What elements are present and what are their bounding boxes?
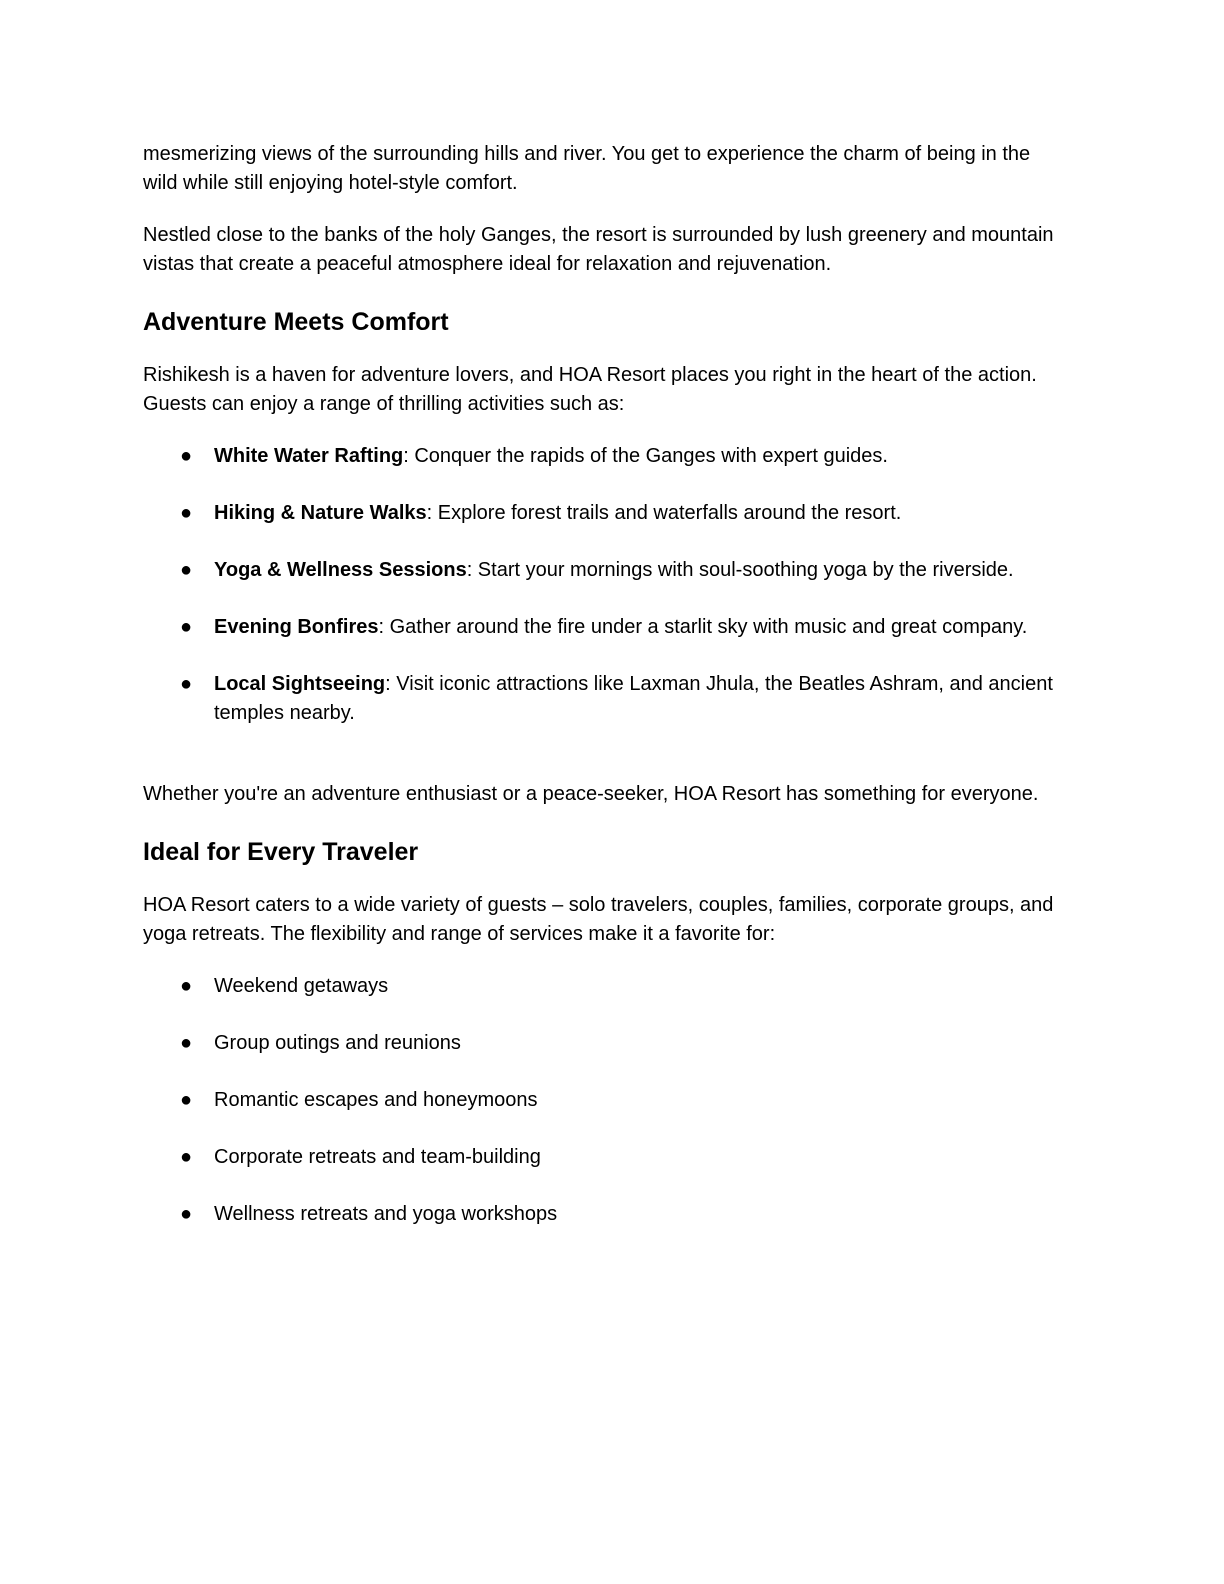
list-item-favorite bbox=[143, 1029, 1068, 1058]
activities-list bbox=[143, 442, 1068, 728]
bullet-icon: ● bbox=[180, 502, 193, 524]
list-item-activity bbox=[143, 442, 1068, 471]
location-paragraph: Nestled close to the banks of the holy Ganges, the resort is surrounded by lush greenery and mountain vistas that create a peaceful atmosphere ideal for relaxation and rejuvenation. bbox=[143, 224, 1054, 275]
activity-description: : Conquer the rapids of the Ganges with expert guides. bbox=[403, 445, 888, 467]
section-heading-adventure: Adventure Meets Comfort bbox=[143, 308, 449, 336]
list-item-favorite bbox=[143, 1200, 1068, 1229]
list-item-favorite bbox=[143, 1143, 1068, 1172]
bullet-icon: ● bbox=[180, 616, 193, 638]
activity-term: Yoga & Wellness Sessions bbox=[214, 559, 467, 581]
bullet-icon: ● bbox=[180, 673, 193, 695]
section-heading-traveler: Ideal for Every Traveler bbox=[143, 838, 419, 866]
activity-description: : Explore forest trails and waterfalls around the resort. bbox=[426, 502, 902, 524]
bullet-icon: ● bbox=[180, 559, 193, 581]
favorite-text: Corporate retreats and team-building bbox=[214, 1146, 541, 1168]
list-item-favorite bbox=[143, 1086, 1068, 1115]
bullet-icon: ● bbox=[180, 1032, 193, 1054]
list-item-favorite bbox=[143, 972, 1068, 1001]
adventure-intro-paragraph: Rishikesh is a haven for adventure lovers, and HOA Resort places you right in the heart of the action. Guests can enjoy a range of thrilling activities such as: bbox=[143, 364, 1037, 415]
activity-description: : Gather around the fire under a starlit sky with music and great company. bbox=[378, 616, 1028, 638]
activity-term: Evening Bonfires bbox=[214, 616, 379, 638]
activity-term: Hiking & Nature Walks bbox=[214, 502, 427, 524]
favorites-list bbox=[143, 972, 1068, 1229]
activity-description: : Visit iconic attractions like Laxman Jhula, the Beatles Ashram, and ancient temples nearby. bbox=[214, 673, 1053, 724]
favorite-text: Group outings and reunions bbox=[214, 1032, 461, 1054]
activity-description: : Start your mornings with soul-soothing yoga by the riverside. bbox=[466, 559, 1014, 581]
list-item-activity bbox=[143, 670, 1068, 728]
bullet-icon: ● bbox=[180, 1089, 193, 1111]
summary-paragraph: Whether you're an adventure enthusiast or a peace-seeker, HOA Resort has something for everyone. bbox=[143, 783, 1039, 805]
document-page bbox=[143, 140, 1068, 1229]
bullet-icon: ● bbox=[180, 445, 193, 467]
intro-paragraph-continued: mesmerizing views of the surrounding hills and river. You get to experience the charm of being in the wild while still enjoying hotel-style comfort. bbox=[143, 143, 1031, 194]
list-item-activity bbox=[143, 613, 1068, 642]
list-item-activity bbox=[143, 556, 1068, 585]
bullet-icon: ● bbox=[180, 1203, 193, 1225]
bullet-icon: ● bbox=[180, 1146, 193, 1168]
list-item-activity bbox=[143, 499, 1068, 528]
activity-term: Local Sightseeing bbox=[214, 673, 386, 695]
favorite-text: Romantic escapes and honeymoons bbox=[214, 1089, 538, 1111]
favorite-text: Wellness retreats and yoga workshops bbox=[214, 1203, 558, 1225]
bullet-icon: ● bbox=[180, 975, 193, 997]
traveler-intro-paragraph: HOA Resort caters to a wide variety of guests – solo travelers, couples, families, corporate groups, and yoga retreats. The flexibility and range of services make it a favorite for: bbox=[143, 894, 1054, 945]
favorite-text: Weekend getaways bbox=[214, 975, 389, 997]
activity-term: White Water Rafting bbox=[214, 445, 404, 467]
